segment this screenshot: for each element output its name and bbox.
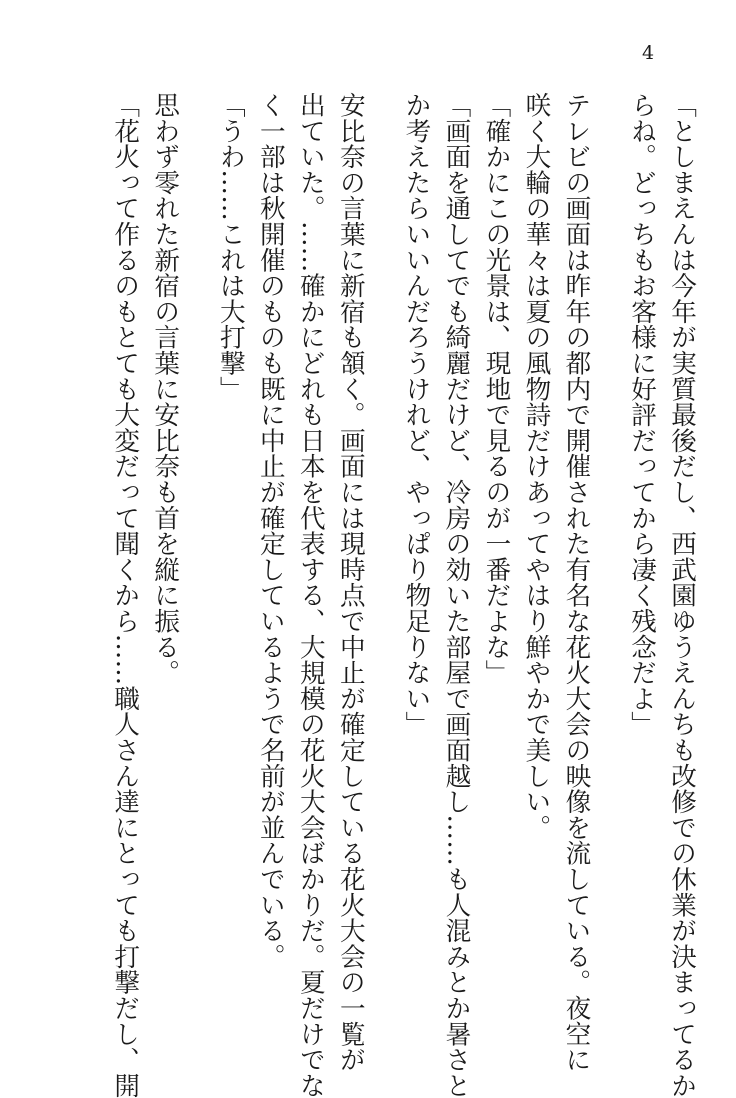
page-number: 4 bbox=[642, 42, 655, 64]
text-line: テレビの画面は昨年の都内で開催された有名な花火大会の映像を流している。夜空に bbox=[561, 92, 592, 1073]
novel-text-body bbox=[105, 92, 702, 1098]
text-line: 「花火って作るのもとても大変だって聞くから……職人さん達にとっても打撃だし、開 bbox=[110, 92, 141, 1098]
text-line: 「うわ……これは大打撃」 bbox=[215, 92, 246, 402]
text-line: く一部は秋開催のものも既に中止が確定しているようで名前が並んでいる。 bbox=[255, 92, 286, 970]
text-line: 「確かにこの光景は、現地で見るのが一番だよな」 bbox=[481, 92, 512, 686]
text-line: らね。どっちもお客様に好評だってから凄く残念だよ」 bbox=[627, 92, 657, 737]
text-line: 思わず零れた新宿の言葉に安比奈も首を縦に振る。 bbox=[150, 92, 181, 686]
text-line: 安比奈の言葉に新宿も頷く。画面には現時点で中止が確定している花火大会の一覧が bbox=[335, 92, 366, 1073]
text-line: 出ていた。……確かにどれも日本を代表する、大規模の花火大会ばかりだ。夏だけでな bbox=[295, 92, 326, 1098]
text-line: か考えたらいいんだろうけれど、やっぱり物足りない」 bbox=[401, 92, 432, 737]
text-line: 「としまえんは今年が実質最後だし、西武園ゆうえんちも改修での休業が決まってるか bbox=[667, 92, 697, 1098]
text-line: 「画面を通してでも綺麗だけど、冷房の効いた部屋で画面越し……も人混みとか暑さと bbox=[441, 92, 472, 1098]
text-line: 咲く大輪の華々は夏の風物詩だけあってやはり鮮やかで美しい。 bbox=[521, 92, 552, 841]
